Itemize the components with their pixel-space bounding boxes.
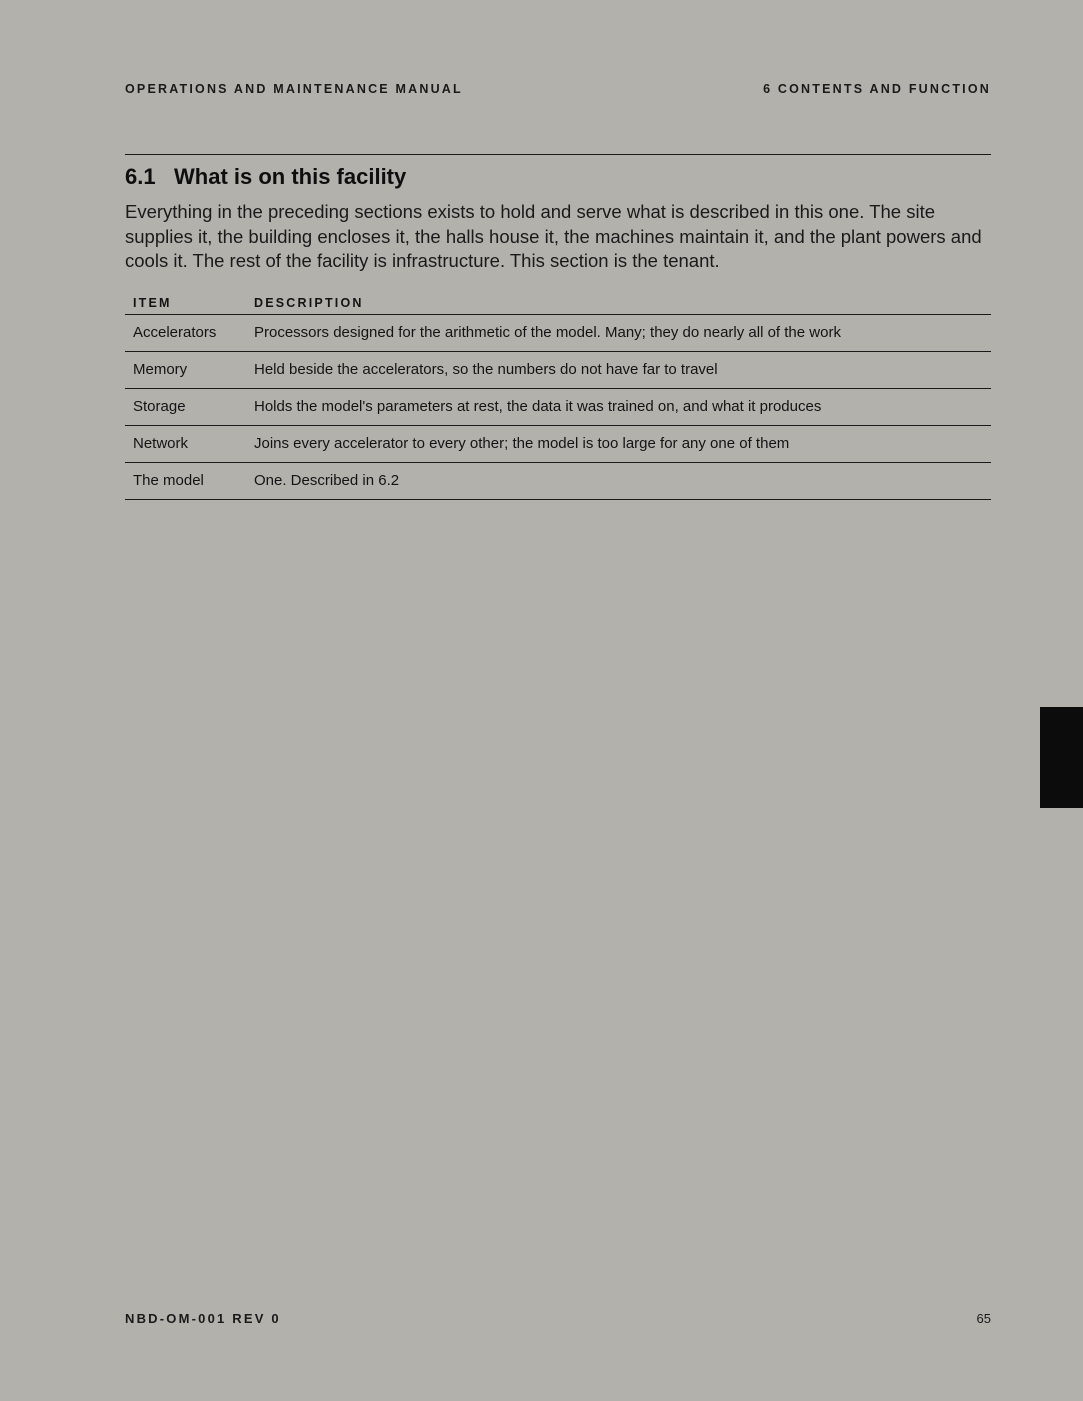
section-number: 6.1 (125, 164, 156, 189)
column-header-item: ITEM (125, 292, 246, 315)
item-cell: Accelerators (125, 314, 246, 351)
item-cell: Memory (125, 351, 246, 388)
table-row (125, 462, 991, 499)
chapter-edge-tab (1040, 707, 1083, 808)
column-header-description: DESCRIPTION (246, 292, 991, 315)
section-heading (125, 163, 991, 191)
table-row (125, 314, 991, 351)
page-number: 65 (976, 1311, 991, 1326)
table-row (125, 351, 991, 388)
description-cell: Joins every accelerator to every other; the model is too large for any one of them (246, 425, 991, 462)
manual-title: OPERATIONS AND MAINTENANCE MANUAL (125, 82, 463, 96)
table-row (125, 425, 991, 462)
description-cell: Processors designed for the arithmetic of the model. Many; they do nearly all of the work (246, 314, 991, 351)
item-cell: Network (125, 425, 246, 462)
description-cell: Held beside the accelerators, so the numbers do not have far to travel (246, 351, 991, 388)
document-code: NBD-OM-001 REV 0 (125, 1311, 281, 1326)
table-row (125, 388, 991, 425)
section-divider (125, 154, 991, 155)
description-cell: Holds the model's parameters at rest, the data it was trained on, and what it produces (246, 388, 991, 425)
section-intro: Everything in the preceding sections exists to hold and serve what is described in this one. The site supplies it, the building encloses it, the halls house it, the machines maintain it, and the plant powers and cools it. The rest of the facility is infrastructure. This section is the tenant. (125, 201, 982, 271)
item-cell: Storage (125, 388, 246, 425)
section-6-1 (125, 154, 991, 500)
description-cell: One. Described in 6.2 (246, 462, 991, 499)
contents-table (125, 292, 991, 500)
running-header (125, 82, 991, 96)
table-header-row (125, 292, 991, 315)
item-cell: The model (125, 462, 246, 499)
page-footer (125, 1311, 991, 1326)
section-title: What is on this facility (174, 164, 407, 189)
chapter-title: 6 CONTENTS AND FUNCTION (763, 82, 991, 96)
